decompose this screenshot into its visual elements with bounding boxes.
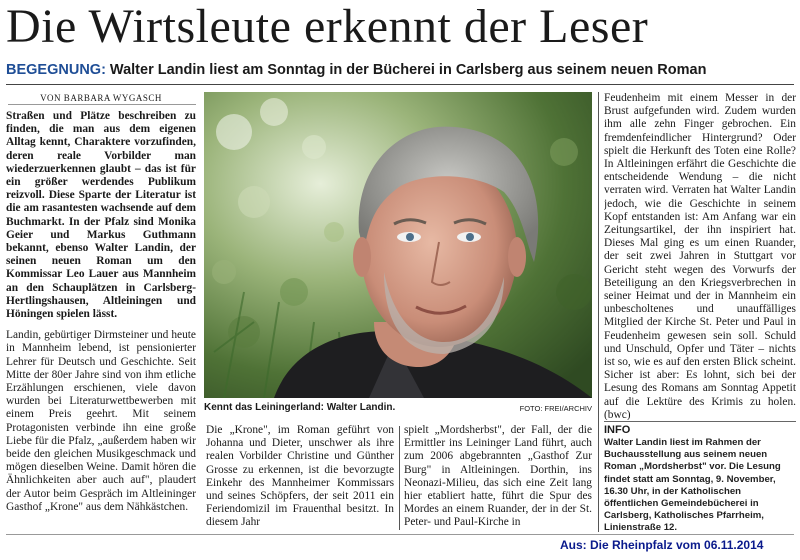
column-2: Die „Krone", im Roman geführt von Johanna und Dieter, unschwer als ihre realen Vorbilder Christine und Günther Grosse zu erkennen, ist die bevorzugte Einkehr des Mannheimer Kommissars und seines Schöpfers, der seit 2011 ein Feriendomizil im Frauenthal besitzt. In diesem Jahr bbox=[206, 424, 394, 529]
column-1 bbox=[6, 110, 196, 534]
info-rule bbox=[604, 421, 796, 422]
author-portrait-image bbox=[204, 92, 592, 398]
lead-paragraph: Straßen und Plätze beschreiben zu finden, die man aus dem eigenen Alltag kennt, Charaktere vorzufinden, deren reale Vorbilder man wiederzuerkennen glaubt – das ist für ein größer werdendes Publikum reizvoll. Diese Sparte der Literatur ist die am rasantesten wachsende auf dem Buchmarkt. In der Pfalz sind Monika Geier und Markus Guthmann bekannt, ebenso Walter Landin, der seinen neuen Roman um den Kommissar Leo Lauer aus Mannheim an den Schauplätzen in Carlsberg-Hertlingshausen, Altleiningen und Höningen spielen lässt. bbox=[6, 110, 196, 321]
author-photo bbox=[204, 92, 592, 398]
column-4: Feudenheim mit einem Messer in der Brust aufgefunden wird. Zudem wurden ihm alle zehn Finger gebrochen. Ein fremdenfeindlicher Hintergrund? Oder spielt die Herkunft des Toten eine Rolle? In Altleiningen erfährt die Geschichte die entscheidende Wendung – die nicht verraten wird. Verraten hat Walter Landin jedoch, wie die Geschichte in seinem Kopf entstanden ist: Am Anfang war ein Zeitungsartikel, der ihn inspiriert hat. Dieses Mal ging es um einen Ruander, der seit zwei Jahren in Stuttgart vor Gericht steht wegen des Vorwurfs der Beteiligung an den Kriegsverbrechen in seiner Heimat und der in Mannheim ein unbescholtenes und unauffälliges Mitglied der Kirche St. Peter und Paul in Feudenheim gewesen sein soll. Schuld und Unschuld, Opfer und Täter – nichts ist so, wie es auf den ersten Blick scheint. Sicher ist aber: Es lohnt, sich bei der Lesung des Romans am Sonntag Appetit auf die Lektüre des Krimis zu holen. (bwc) bbox=[604, 92, 796, 420]
article-headline: Die Wirtsleute erkennt der Leser bbox=[6, 0, 649, 53]
photo-credit: FOTO: FREI/ARCHIV bbox=[519, 404, 592, 413]
kicker-label: BEGEGNUNG: bbox=[6, 62, 106, 78]
article-kicker bbox=[6, 60, 796, 80]
column-divider bbox=[598, 92, 599, 532]
top-rule bbox=[6, 84, 794, 85]
body-paragraph: Landin, gebürtiger Dirmsteiner und heute in Mannheim lebend, ist pensionierter Lehrer für Deutsch und Geschichte. Seit Mitte der 80er Jahre sind von ihm etliche Erzählungen erschienen, viele davon wurden bei Literaturwettbewerben mit einem Preis geehrt. Mit seinem Protagonisten verbinde ihn eine große Liebe für die Pfalz, „außerdem haben wir beide den gleichen Musikgeschmack und mögen dieselben Weine. Damit hören die Ähnlichkeiten aber auch auf", plaudert der Autor beim Gespräch im Altleininger Gasthof „Krone" aus dem Nähkästchen. bbox=[6, 329, 196, 513]
kicker-text: Walter Landin liest am Sonntag in der Bücherei in Carlsberg aus seinem neuen Roman bbox=[105, 62, 707, 78]
byline-rule bbox=[8, 104, 196, 105]
column-3: spielt „Mordsherbst", der Fall, der die Ermittler ins Leininger Land führt, auch zum 2006 abgebrannten „Gasthof Zur Burg" in Altleiningen. Dorthin, ins Neonazi-Milieu, das sich eine Zeit lang hier etabliert hatte, führt die Spur des Mordes an einem Ruander, der in der St. Peter- und Paul-Kirche in bbox=[404, 424, 592, 529]
source-note: Aus: Die Rheinpfalz vom 06.11.2014 bbox=[560, 538, 764, 552]
column-divider bbox=[399, 426, 400, 530]
info-text: Walter Landin liest im Rahmen der Buchausstellung aus seinem neuen Roman „Mordsherbst" vor. Die Lesung findet statt am Sonntag, 9. November, 16.30 Uhr, in der Katholischen öffentlichen Gemeindebücherei in Carlsberg, Katholisches Pfarrheim, Linienstraße 12. bbox=[604, 437, 781, 534]
caption-text: Kennt das Leiningerland: Walter Landin. bbox=[204, 402, 396, 413]
info-heading: INFO bbox=[604, 424, 631, 436]
photo-caption bbox=[204, 401, 592, 415]
bottom-rule bbox=[6, 534, 794, 535]
byline: VON BARBARA WYGASCH bbox=[40, 93, 162, 103]
